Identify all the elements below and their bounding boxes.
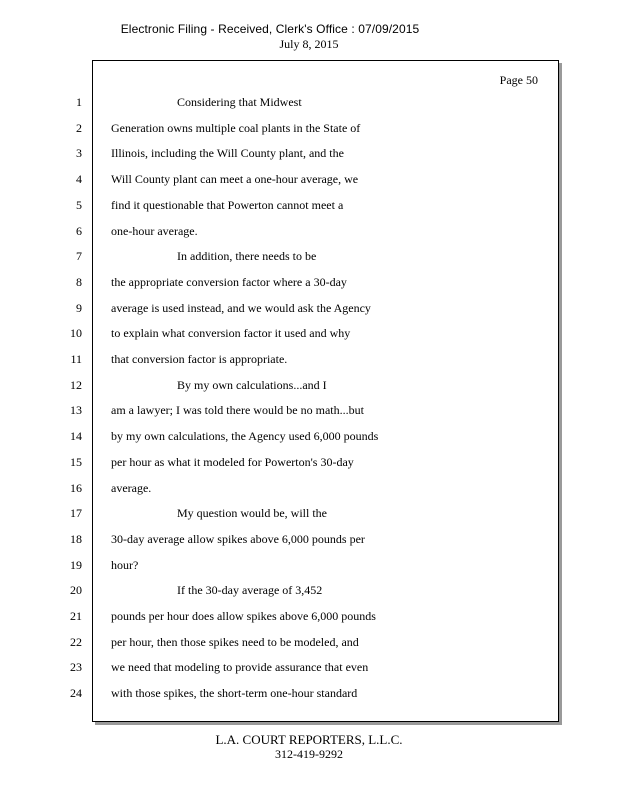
line-number: 16 [70,480,82,495]
hearing-date: July 8, 2015 [279,37,339,51]
line-number: 5 [76,197,82,212]
line-number: 8 [76,274,82,289]
filing-stamp: Electronic Filing - Received, Clerk's Office : 07/09/2015 [120,22,420,36]
line-number: 11 [70,352,82,366]
transcript-line: hour? [111,557,139,572]
transcript-line: per hour, then those spikes need to be modeled, and [111,634,359,649]
line-number: 13 [70,403,82,418]
transcript-line: Generation owns multiple coal plants in the State of [111,120,361,135]
line-number: 12 [70,377,82,392]
transcript-line: with those spikes, the short-term one-hour standard [111,686,358,701]
transcript-line: am a lawyer; I was told there would be no math...but [111,403,364,418]
court-reporter-phone: 312-419-9292 [275,747,343,761]
transcript-line: one-hour average. [111,223,198,238]
transcript-line: find it questionable that Powerton cannot meet a [111,197,344,212]
line-number: 21 [70,609,82,623]
transcript-line: By my own calculations...and I [177,377,327,392]
transcript-line: Illinois, including the Will County plant, and the [111,146,344,161]
transcript-line: the appropriate conversion factor where a 30-day [111,274,347,289]
transcript-line: Will County plant can meet a one-hour average, we [111,172,359,187]
line-number: 4 [76,172,82,187]
transcript-line: by my own calculations, the Agency used 6,000 pounds [111,429,379,444]
line-number: 18 [70,531,82,546]
transcript-line: pounds per hour does allow spikes above 6,000 pounds [111,609,376,623]
line-number: 10 [70,326,82,341]
page-number: Page 50 [499,73,538,87]
transcript-line: to explain what conversion factor it used and why [111,326,351,341]
transcript-line: per hour as what it modeled for Powerton's 30-day [111,454,354,469]
transcript-line: 30-day average allow spikes above 6,000 pounds per [111,531,365,546]
line-number: 9 [76,300,82,315]
transcript-line: average is used instead, and we would ask the Agency [111,300,371,315]
transcript-line: average. [111,480,152,495]
line-number: 23 [70,660,82,675]
line-number: 1 [76,95,82,109]
line-number: 6 [76,223,82,238]
line-number: 22 [70,634,82,649]
transcript-line: that conversion factor is appropriate. [111,352,288,366]
court-reporter-name: L.A. COURT REPORTERS, L.L.C. [215,732,403,747]
line-number: 20 [70,583,82,598]
line-number: 3 [76,146,82,161]
transcript-line: If the 30-day average of 3,452 [177,583,323,598]
transcript-line: In addition, there needs to be [177,249,317,264]
transcript-page [70,60,559,722]
line-number: 2 [76,120,82,135]
line-number: 17 [70,506,82,521]
line-number: 24 [70,686,82,701]
line-number: 7 [76,249,82,264]
transcript-line: Considering that Midwest [177,95,302,109]
transcript-line: we need that modeling to provide assurance that even [111,660,369,675]
line-number: 15 [70,454,82,469]
line-number: 14 [70,429,82,444]
transcript-line: My question would be, will the [177,506,327,521]
line-number: 19 [70,557,82,572]
